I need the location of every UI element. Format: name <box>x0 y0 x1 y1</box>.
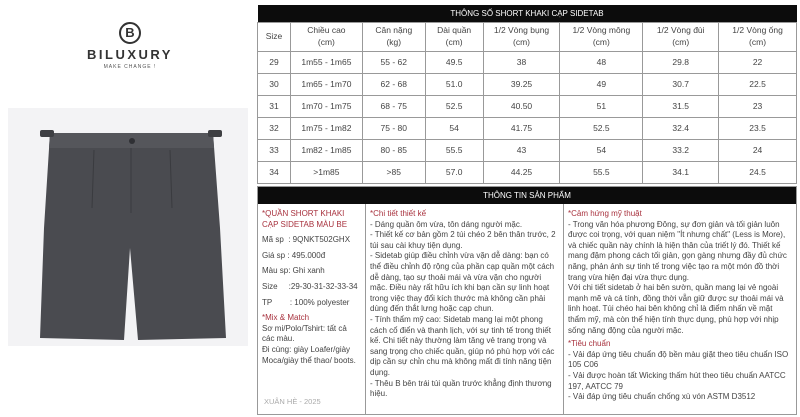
size-chart-table <box>257 5 797 184</box>
table-cell: 68 - 75 <box>362 95 425 117</box>
table-cell: 55.5 <box>425 139 483 161</box>
table-cell: 39.25 <box>483 73 560 95</box>
table-cell: 1m75 - 1m82 <box>290 117 362 139</box>
product-detail: TP : 100% polyester <box>262 297 350 307</box>
brand-name: BILUXURY <box>87 47 173 62</box>
table-cell: 33.2 <box>643 139 719 161</box>
column-header-line: (cm) <box>592 36 610 47</box>
table-cell: 33 <box>258 139 291 161</box>
product-summary-column <box>258 204 366 414</box>
table-cell: 75 - 80 <box>362 117 425 139</box>
table-cell: 29.8 <box>643 51 719 73</box>
mix-match-text: Sơ mi/Polo/Tshirt: tất cả các màu. Đi cùng: giày Loafer/giày Moca/giày thể thao/ boots. <box>262 323 356 365</box>
product-info-panel <box>257 186 797 415</box>
table-row <box>258 161 797 183</box>
table-cell: 55 - 62 <box>362 51 425 73</box>
column-header-line: Cân nặng <box>375 25 413 36</box>
column-header-line: (cm) <box>672 36 690 47</box>
product-detail: Mã sp : 9QNKT502GHX <box>262 235 351 245</box>
table-cell: 24 <box>719 139 797 161</box>
table-cell: 24.5 <box>719 161 797 183</box>
season-label: XUÂN HÈ - 2025 <box>264 397 321 407</box>
table-cell: 31.5 <box>643 95 719 117</box>
product-detail: Giá sp : 495.000đ <box>262 250 326 260</box>
table-cell: 51.0 <box>425 73 483 95</box>
product-name: *QUẦN SHORT KHAKI CẠP SIDETAB MÀU BE <box>262 209 348 229</box>
column-header-line: Chiều cao <box>307 25 346 36</box>
table-cell: 51 <box>560 95 643 117</box>
table-cell: 22.5 <box>719 73 797 95</box>
table-cell: >1m85 <box>290 161 362 183</box>
column-header-line: 1/2 Vòng bụng <box>493 25 550 36</box>
product-info-title: THÔNG TIN SẢN PHẨM <box>258 187 796 204</box>
column-header <box>719 22 797 51</box>
mix-match-title: *Mix & Match <box>262 313 310 323</box>
table-row <box>258 73 797 95</box>
column-header-line: 1/2 Vòng đùi <box>656 25 705 36</box>
inspiration-text: - Trong văn hóa phương Đông, sự đơn giản và tối giản luôn được coi trọng, với quan niệm "Ít nhưng chất" (Less is More), và chiếc quần này chính là hiện thân của triết lý đó. Thiết kế mang đậm phong cách tối giản, gọn gàng nhưng đầy đủ chức năng, phản ánh sự tinh tế trong việc tạo ra một món đồ thời trang vừa hiện đại vừa thực dụng. Với chi tiết sidetab ở hai bên sườn, quần mang lại vẻ ngoài mạnh mẽ và cá tính, đồng thời vẫn giữ được sự thoải mái và linh hoạt. Túi chéo hai bên không chỉ là điểm nhấn về mặt thẩm mỹ, mà còn thể hiện tính thực dụng, phù hợp với nhịp sống năng động của người mặc. <box>568 219 787 335</box>
table-cell: 34.1 <box>643 161 719 183</box>
table-cell: 43 <box>483 139 560 161</box>
table-cell: 31 <box>258 95 291 117</box>
table-cell: 40.50 <box>483 95 560 117</box>
column-header-line: (cm) <box>317 36 335 47</box>
design-details-column <box>366 204 564 414</box>
column-header <box>483 22 560 51</box>
column-header-line: 1/2 Vòng mông <box>572 25 631 36</box>
standard-text: - Vải đáp ứng tiêu chuẩn độ bền màu giặt theo tiêu chuẩn ISO 105 C06 - Vải được hoàn tất Wicking thấm hút theo tiêu chuẩn AATCC 197, AATCC 79 - Vải đáp ứng tiêu chuẩn chống xù vón ASTM D3512 <box>568 349 789 402</box>
table-cell: 52.5 <box>425 95 483 117</box>
table-cell: 29 <box>258 51 291 73</box>
logo-mark: B <box>119 22 141 44</box>
table-cell: 22 <box>719 51 797 73</box>
column-header-line: (kg) <box>386 36 402 47</box>
column-header-line: Dài quần <box>437 25 472 36</box>
table-cell: 80 - 85 <box>362 139 425 161</box>
column-header-line: (cm) <box>749 36 767 47</box>
column-header <box>290 22 362 51</box>
table-cell: >85 <box>362 161 425 183</box>
table-row <box>258 139 797 161</box>
size-chart-title: THÔNG SỐ SHORT KHAKI CẠP SIDETAB <box>258 5 797 22</box>
table-cell: 1m55 - 1m65 <box>290 51 362 73</box>
table-cell: 23.5 <box>719 117 797 139</box>
table-cell: 32.4 <box>643 117 719 139</box>
column-header-line: (cm) <box>513 36 531 47</box>
column-header <box>362 22 425 51</box>
column-header <box>258 22 291 51</box>
column-header <box>643 22 719 51</box>
table-cell: 1m70 - 1m75 <box>290 95 362 117</box>
standard-title: *Tiêu chuẩn <box>568 339 611 349</box>
brand-tagline: MAKE CHANGE ! <box>103 64 157 70</box>
shorts-image <box>8 108 248 346</box>
table-row <box>258 117 797 139</box>
table-cell: 49.5 <box>425 51 483 73</box>
table-row <box>258 95 797 117</box>
design-title: *Chi tiết thiết kế <box>370 209 427 218</box>
inspiration-column <box>564 204 796 414</box>
column-header-line: (cm) <box>445 36 463 47</box>
table-cell: 54 <box>425 117 483 139</box>
column-header-line: 1/2 Vòng ống <box>732 25 783 36</box>
table-cell: 23 <box>719 95 797 117</box>
table-cell: 1m82 - 1m85 <box>290 139 362 161</box>
table-cell: 30.7 <box>643 73 719 95</box>
table-cell: 57.0 <box>425 161 483 183</box>
table-cell: 49 <box>560 73 643 95</box>
table-cell: 52.5 <box>560 117 643 139</box>
table-cell: 1m65 - 1m70 <box>290 73 362 95</box>
table-row <box>258 51 797 73</box>
product-photo <box>8 108 248 346</box>
inspiration-title: *Cảm hứng mỹ thuật <box>568 209 642 218</box>
table-cell: 32 <box>258 117 291 139</box>
product-detail: Màu sp: Ghi xanh <box>262 266 325 276</box>
brand-logo <box>80 22 180 70</box>
design-text: - Dáng quần ôm vừa, tôn dáng người mặc. - Thiết kế cơ bản gồm 2 túi chéo 2 bên thân trước, 2 túi sau cài khuy tiện dụng. - Sidetab giúp điều chỉnh vừa vặn dễ dàng: bạn có thể điều chỉnh độ rộng của phần cạp quần một cách dễ dàng, tạo sự thoải mái và vừa vặn cho người mặc. Điều này rất hữu ích khi bạn cần sự linh hoạt trong việc thay đổi kích thước mà không cần phải dùng đến thắt lưng hoặc cạp chun. - Tính thẩm mỹ cao: Sidetab mang lại một phong cách cổ điển và thanh lịch, với sự tinh tế trong thiết kế. Chi tiết này thường làm tăng vẻ trang trọng và sang trọng cho chiếc quần, giúp nó phù hợp với các dịp cần sự chỉn chu mà không mất đi tính năng tiện dụng. - Thêu B bên trái túi quần trước khẳng định thương hiệu. <box>370 219 556 399</box>
table-cell: 41.75 <box>483 117 560 139</box>
table-cell: 54 <box>560 139 643 161</box>
column-header <box>425 22 483 51</box>
column-header-line: Size <box>265 30 283 41</box>
product-detail: Size :29-30-31-32-33-34 <box>262 281 358 291</box>
table-cell: 38 <box>483 51 560 73</box>
table-cell: 62 - 68 <box>362 73 425 95</box>
table-cell: 44.25 <box>483 161 560 183</box>
table-cell: 30 <box>258 73 291 95</box>
table-cell: 48 <box>560 51 643 73</box>
table-cell: 34 <box>258 161 291 183</box>
column-header <box>560 22 643 51</box>
table-cell: 55.5 <box>560 161 643 183</box>
